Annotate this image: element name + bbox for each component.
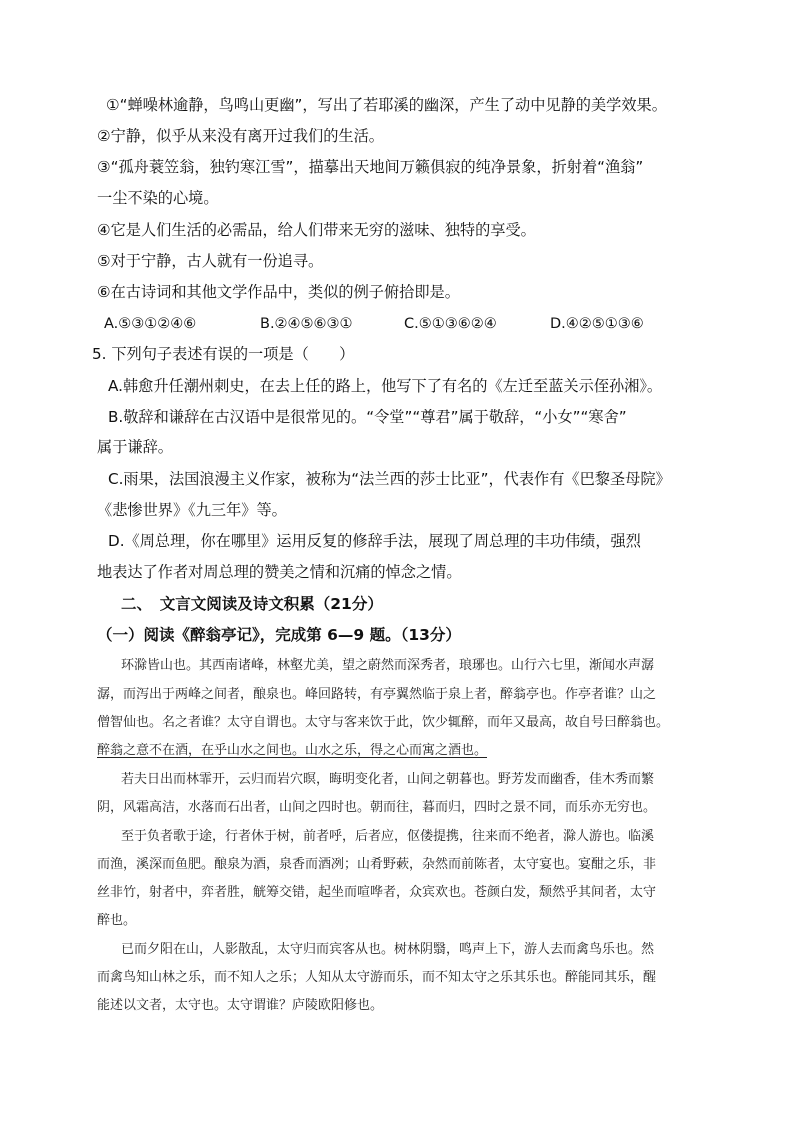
classical-p4-line3: 能述以文者，太守也。太守谓谁？庐陵欧阳修也。 xyxy=(97,998,384,1013)
q5-option-b: B.敬辞和谦辞在古汉语中是很常见的。“令堂”“尊君”属于敬辞，“小女”“寒舍” xyxy=(108,408,627,426)
q5-option-a: A.韩愈升任潮州刺史，在去上任的路上，他写下了有名的《左迁至蓝关示侄孙湘》。 xyxy=(108,377,663,395)
q5-option-d-cont: 地表达了作者对周总理的赞美之情和沉痛的悼念之情。 xyxy=(97,563,462,581)
q5-option-d: D.《周总理，你在哪里》运用反复的修辞手法，展现了周总理的丰功伟绩，强烈 xyxy=(108,532,641,550)
sentence-3: ③“孤舟蓑笠翁，独钓寒江雪”，描摹出天地间万籁俱寂的纯净景象，折射着“渔翁” xyxy=(97,158,644,176)
classical-p1-underlined: 醉翁之意不在酒，在乎山水之间也。山水之乐，得之心而寓之酒也。 xyxy=(97,743,488,758)
classical-p3-line2: 而渔，溪深而鱼肥。酿泉为酒，泉香而酒冽；山肴野蔌，杂然而前陈者，太守宴也。宴酣之乐，非 xyxy=(97,857,657,872)
option-b: B.②④⑤⑥③① xyxy=(260,316,353,332)
sentence-5: ⑤对于宁静，古人就有一份追寻。 xyxy=(97,252,324,270)
classical-p1-line3: 僧智仙也。名之者谁？太守自谓也。太守与客来饮于此，饮少辄醉，而年又最高，故自号曰醉翁也。 xyxy=(97,715,670,730)
q5-option-c-cont: 《悲惨世界》《九三年》等。 xyxy=(97,501,287,519)
sentence-3-cont: 一尘不染的心境。 xyxy=(97,189,219,207)
option-c: C.⑤①③⑥②④ xyxy=(404,316,497,332)
classical-p2-line2: 阴，风霜高洁，水落而石出者，山间之四时也。朝而往，暮而归，四时之景不同，而乐亦无穷也。 xyxy=(97,800,657,815)
q5-option-b-cont: 属于谦辞。 xyxy=(97,438,173,456)
classical-p1-line2: 潺，而泻出于两峰之间者，酿泉也。峰回路转，有亭翼然临于泉上者，醉翁亭也。作亭者谁？山之 xyxy=(97,687,657,702)
sentence-4: ④它是人们生活的必需品，给人们带来无穷的滋味、独特的享受。 xyxy=(97,221,536,239)
classical-p4-line1: 已而夕阳在山，人影散乱，太守归而宾客从也。树林阴翳，鸣声上下，游人去而禽鸟乐也。然 xyxy=(121,942,655,957)
sentence-1: ①“蝉噪林逾静，鸟鸣山更幽”，写出了若耶溪的幽深，产生了动中见静的美学效果。 xyxy=(106,96,667,114)
classical-p4-line2: 而禽鸟知山林之乐，而不知人之乐；人知从太守游而乐，而不知太守之乐其乐也。醉能同其乐，醒 xyxy=(97,970,657,985)
subsection-1-heading: （一）阅读《醉翁亭记》，完成第 6—9 题。（13分） xyxy=(97,626,461,644)
classical-p3-line3: 丝非竹，射者中，弈者胜，觥筹交错，起坐而喧哗者，众宾欢也。苍颜白发，颓然乎其间者，太守 xyxy=(97,885,657,900)
option-a: A.⑤③①②④⑥ xyxy=(104,316,197,332)
sentence-6: ⑥在古诗词和其他文学作品中，类似的例子俯拾即是。 xyxy=(97,283,460,301)
option-d: D.④②⑤①③⑥ xyxy=(550,316,644,332)
classical-p2-line1: 若夫日出而林霏开，云归而岩穴暝，晦明变化者，山间之朝暮也。野芳发而幽香，佳木秀而繁 xyxy=(121,772,655,787)
classical-p1-line1: 环滁皆山也。其西南诸峰，林壑尤美，望之蔚然而深秀者，琅琊也。山行六七里，渐闻水声潺 xyxy=(121,658,655,673)
classical-p3-line4: 醉也。 xyxy=(97,913,137,928)
sentence-2: ②宁静，似乎从来没有离开过我们的生活。 xyxy=(97,127,384,145)
question-5: 5. 下列句子表述有误的一项是（ ） xyxy=(92,345,355,363)
classical-p3-line1: 至于负者歌于途，行者休于树，前者呼，后者应，伛偻提携，往来而不绝者，滁人游也。临溪 xyxy=(121,829,655,844)
section-2-heading: 二、 文言文阅读及诗文积累（21分） xyxy=(121,595,383,613)
q5-option-c: C.雨果，法国浪漫主义作家，被称为“法兰西的莎士比亚”，代表作有《巴黎圣母院》 xyxy=(108,470,671,488)
